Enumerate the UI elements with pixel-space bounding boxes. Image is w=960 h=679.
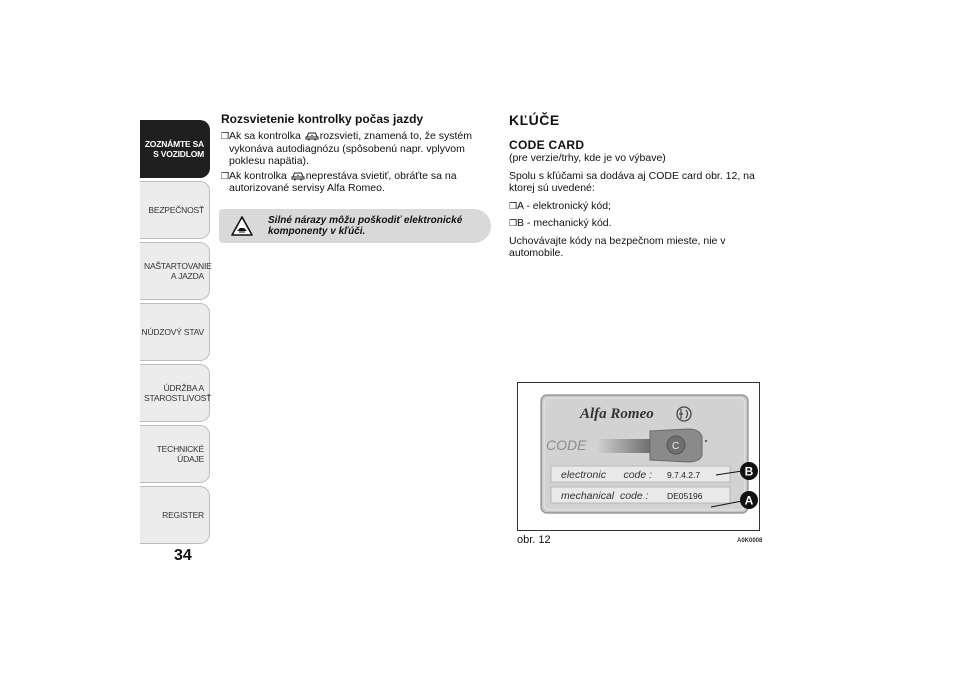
section-title: CODE CARD: [509, 138, 585, 152]
page-title: KĽÚČE: [509, 112, 560, 128]
svg-text:C: C: [672, 441, 680, 452]
section-subtitle: (pre verzie/trhy, kde je vo výbave): [509, 152, 666, 164]
tab-emergency[interactable]: NÚDZOVÝ STAV: [140, 303, 210, 361]
code-card-illustration: [518, 383, 759, 530]
arrow-shape: [598, 439, 650, 453]
brand-logo: Alfa Romeo: [580, 406, 654, 422]
electronic-code-value: 9.7.4.2.7: [667, 470, 701, 480]
page-number: 34: [174, 547, 192, 564]
car-warning-icon: [305, 130, 319, 141]
callout-a-label: A: [744, 493, 754, 508]
tab-starting-driving[interactable]: NAŠTARTOVANIE A JAZDA: [140, 242, 210, 300]
figure-caption: obr. 12: [517, 534, 551, 546]
checkbox-bullet-icon: ❒: [221, 131, 230, 141]
right-column: [509, 112, 769, 265]
code-label: CODE: [546, 437, 587, 453]
electronic-code-label: electronic code :: [561, 469, 653, 481]
callout-b-label: B: [744, 464, 754, 479]
checkbox-bullet-icon: ❒: [509, 200, 518, 211]
list-item: ❒ Ak kontrolka neprestáva svietiť, obráťte sa na autorizované servisy Alfa Romeo.: [221, 169, 457, 194]
warning-text: Silné nárazy môžu poškodiť elektronické komponenty v kľúči.: [268, 214, 463, 237]
car-warning-icon: [291, 170, 305, 181]
left-column: [221, 112, 496, 243]
tab-safety[interactable]: BEZPEČNOSŤ: [140, 181, 210, 239]
closing-paragraph: Uchovávajte kódy na bezpečnom mieste, nie v automobile.: [509, 234, 726, 259]
mechanical-code-label: mechanical code :: [561, 490, 649, 502]
intro-paragraph: Spolu s kľúčami sa dodáva aj CODE card obr. 12, na ktorej sú uvedené:: [509, 169, 755, 194]
checkbox-bullet-icon: ❒: [509, 218, 518, 228]
tab-vehicle[interactable]: ZOZNÁMTE SA S VOZIDLOM: [140, 120, 210, 178]
tab-technical-data[interactable]: TECHNICKÉ ÚDAJE: [140, 425, 210, 483]
mechanical-code-value: DE05196: [667, 491, 703, 501]
list-item: ❒ Ak sa kontrolka rozsvieti, znamená to, že systém vykonáva autodiagnózu (spôsobenú napr. vplyvom poklesu napätia).: [221, 130, 473, 167]
tab-maintenance[interactable]: ÚDRŽBA A STAROSTLIVOSŤ: [140, 364, 210, 422]
warning-box: [219, 209, 491, 243]
section-heading: Rozsvietenie kontrolky počas jazdy: [221, 112, 424, 126]
list-item: ❒ B - mechanický kód.: [509, 217, 612, 229]
figure-code: A0K0008: [737, 538, 763, 544]
warning-triangle-icon: [231, 215, 253, 237]
checkbox-bullet-icon: ❒: [221, 170, 230, 181]
tab-index[interactable]: REGISTER: [140, 486, 210, 544]
code-card-figure: [517, 382, 760, 531]
list-item: ❒ A - elektronický kód;: [509, 199, 611, 212]
